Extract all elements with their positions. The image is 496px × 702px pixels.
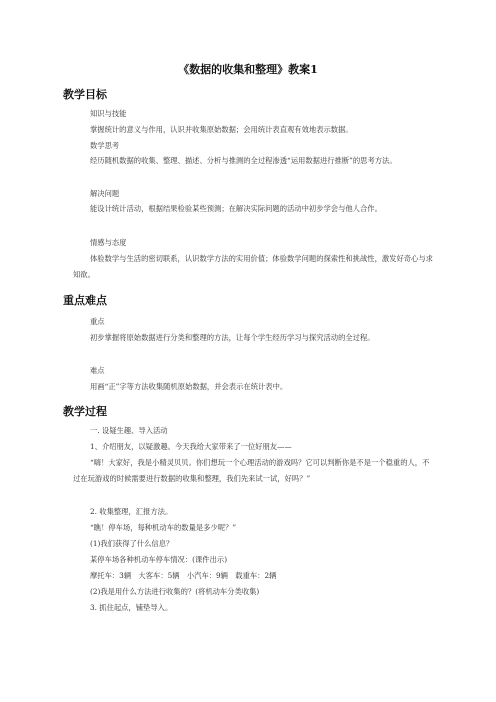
section-heading-objectives: 教学目标 <box>63 88 107 101</box>
paragraph: 2. 收集整理，汇报方法。 <box>90 507 173 516</box>
paragraph: 数学思考 <box>90 141 120 150</box>
paragraph: 经历随机数据的收集、整理、描述、分析与推测的全过程渗透“运用数据进行推断”的思考方法。 <box>90 156 397 165</box>
paragraph: 解决问题 <box>90 189 120 198</box>
paragraph: 情感与态度 <box>90 238 127 247</box>
paragraph: 难点 <box>90 366 105 375</box>
paragraph: 3. 抓住起点，铺垫导入。 <box>90 603 173 612</box>
paragraph: 掌握统计的意义与作用，认识并收集原始数据；会用统计表直观有效地表示数据。 <box>90 125 353 134</box>
paragraph: 能设计统计活动，根据结果检验某些预测；在解决实际问题的活动中初步学会与他人合作。 <box>90 204 382 213</box>
paragraph: (2)我是用什么方法进行收集的？(将机动车分类收集) <box>90 587 260 596</box>
paragraph: 知识与技能 <box>90 109 127 118</box>
paragraph: (1)我们获得了什么信息？ <box>90 539 174 548</box>
paragraph: 用画“正”字等方法收集随机原始数据，并会表示在统计表中。 <box>90 382 288 391</box>
paragraph: 一. 设疑生趣、导入活动 <box>90 426 168 435</box>
paragraph: 1、介绍朋友，以疑激趣。今天我给大家带来了一位好朋友—— <box>90 442 292 451</box>
paragraph: “嗨！大家好，我是小精灵贝贝。你们想玩一个心理活动的游戏吗？它可以判断你是不是一个稳重的人，不过在玩游戏的时候需要进行数据的收集和整理，我们先来试一试，好吗？” <box>73 458 430 483</box>
section-heading-process: 教学过程 <box>63 405 107 418</box>
paragraph: 体验数学与生活的密切联系，认识数学方法的实用价值；体验数学问题的探索性和挑战性，激发好奇心与求知欲。 <box>73 254 433 279</box>
vehicle-counts: 摩托车：3辆 大客车：5辆 小汽车：9辆 载重车：2辆 <box>90 571 277 580</box>
paragraph: “瞧！停车场，每种机动车的数量是多少呢？” <box>90 523 237 532</box>
paragraph: 重点 <box>90 317 105 326</box>
document-title: 《数据的收集和整理》教案1 <box>178 63 318 76</box>
paragraph: 初步掌握将原始数据进行分类和整理的方法，让每个学生经历学习与探究活动的全过程。 <box>90 333 375 342</box>
paragraph: 某停车场各种机动车停车情况：(课件出示) <box>90 555 228 564</box>
section-heading-key-points: 重点难点 <box>63 294 107 307</box>
